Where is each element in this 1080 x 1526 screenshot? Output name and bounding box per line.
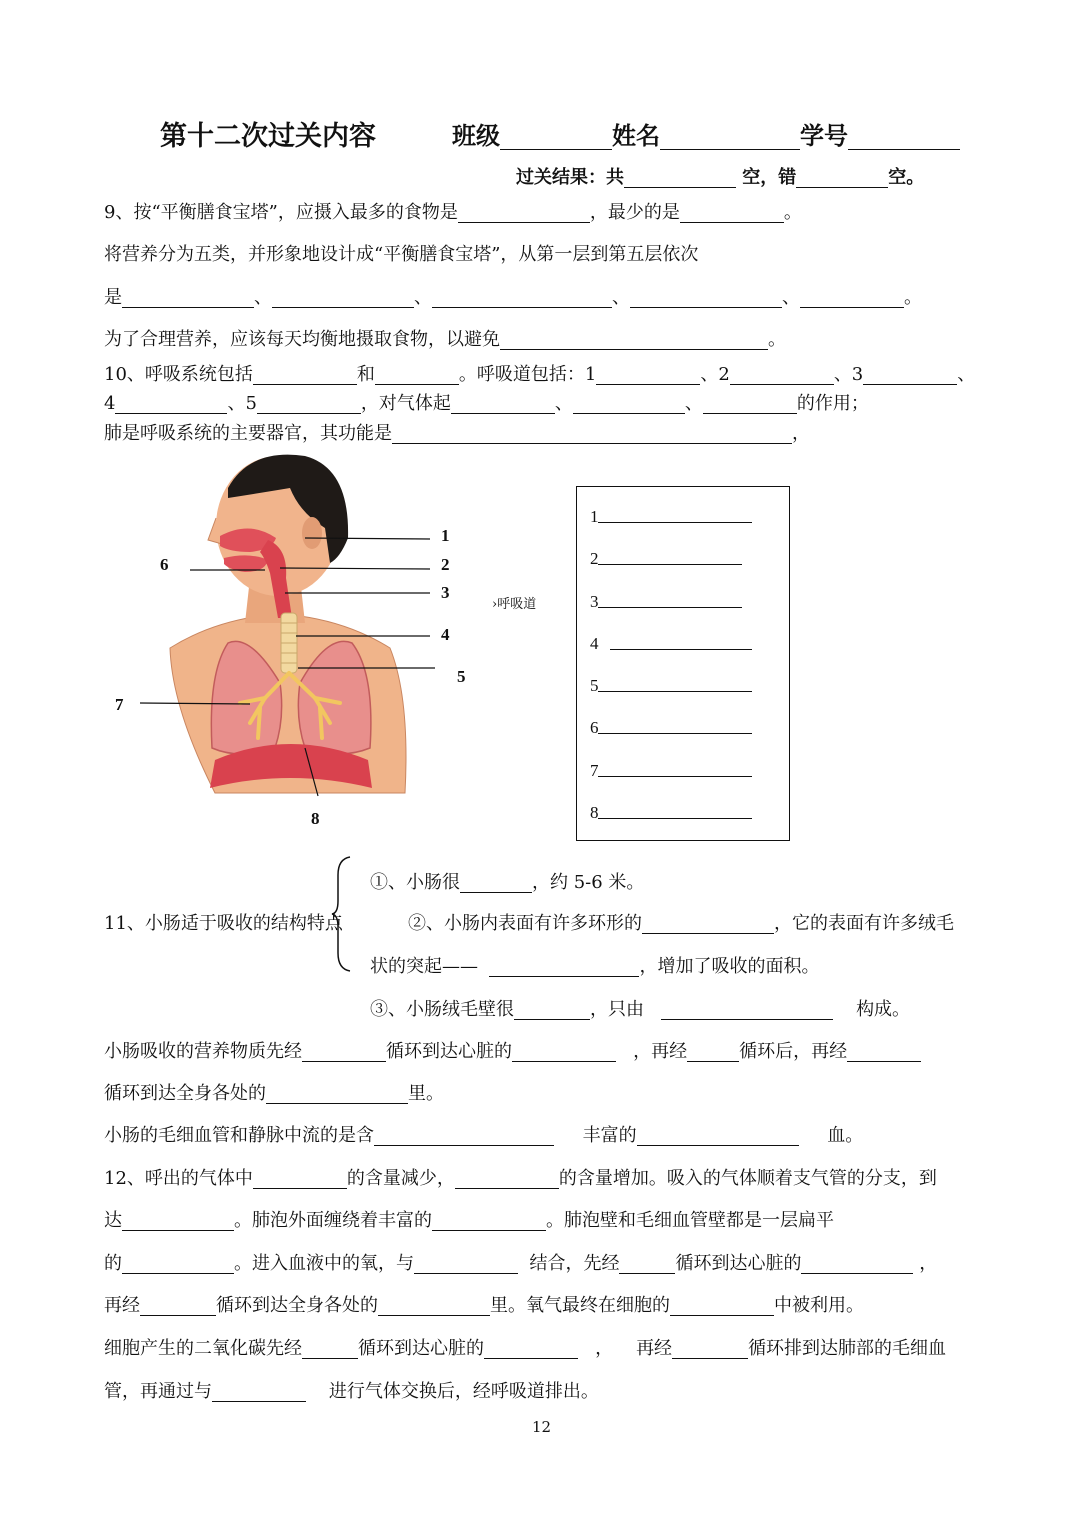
q11-para2 [104, 1079, 444, 1105]
box-answer-3[interactable] [598, 607, 742, 608]
respiratory-system-figure [100, 448, 480, 838]
fig-label-7: 7 [115, 695, 124, 714]
q11-circ1-blank[interactable] [302, 1042, 386, 1062]
text: 、 [554, 393, 573, 414]
box-num: 2 [590, 549, 599, 568]
text: ， [595, 1338, 614, 1359]
airway-bracket-label [492, 593, 536, 612]
q10-func1-blank[interactable] [451, 394, 555, 414]
result-total-blank[interactable] [624, 168, 736, 188]
q12-dest-blank[interactable] [378, 1296, 490, 1316]
text: 循环到达心脏的 [675, 1253, 802, 1274]
q10-airway4-blank[interactable] [115, 394, 227, 414]
text: 丰富的 [582, 1125, 637, 1146]
answer-box [576, 486, 790, 841]
text: ②、小肠内表面有许多环形的 [408, 913, 642, 934]
box-answer-1[interactable] [598, 522, 752, 523]
q12-increase-blank[interactable] [455, 1169, 559, 1189]
box-num: 8 [590, 803, 599, 822]
fig-label-4: 4 [441, 625, 450, 644]
q9-layer1-blank[interactable] [122, 288, 254, 308]
text: ，最少的是 [589, 202, 680, 223]
text: 、 [782, 287, 800, 308]
text: 的含量增加。吸入的气体顺着支气管的分支，到 [558, 1168, 937, 1189]
q11-para1 [104, 1037, 921, 1063]
text: 、 [957, 364, 976, 385]
q9-blank-most[interactable] [458, 203, 590, 223]
text: 的 [104, 1253, 122, 1274]
q12-co2-chamber-blank[interactable] [484, 1339, 578, 1359]
text: 里。氧气最终在细胞的 [490, 1295, 670, 1316]
q12-organelle-blank[interactable] [670, 1296, 774, 1316]
result-line [516, 163, 924, 189]
text: 。呼吸道包括：1 [458, 364, 597, 385]
chevron-right-icon: › [492, 597, 498, 612]
box-answer-8[interactable] [598, 818, 752, 819]
q12-line5 [104, 1334, 946, 1360]
box-answer-4[interactable] [610, 649, 752, 650]
text: 。 [904, 287, 922, 308]
q12-co2-circ2-blank[interactable] [672, 1339, 748, 1359]
box-num: 1 [590, 507, 599, 526]
q11-villi-blank[interactable] [489, 957, 639, 977]
box-answer-2[interactable] [598, 564, 742, 565]
q12-line1 [104, 1164, 937, 1190]
q10-airway1-blank[interactable] [596, 365, 700, 385]
id-label: 学号 [800, 121, 848, 150]
text: 结合，先经 [529, 1253, 620, 1274]
q11-circ2-blank[interactable] [687, 1042, 739, 1062]
q10-line3 [104, 419, 810, 445]
fig-label-6: 6 [160, 555, 169, 574]
text: ①、小肠很 [370, 872, 460, 893]
q10-airway5-blank[interactable] [257, 394, 361, 414]
q12-cell-blank[interactable] [122, 1254, 234, 1274]
box-num: 5 [590, 676, 599, 695]
text: 进行气体交换后，经呼吸道排出。 [328, 1381, 599, 1402]
text: 10、呼吸系统包括 [104, 364, 253, 385]
text: 循环到达心脏的 [358, 1338, 484, 1359]
text: 4 [104, 393, 116, 414]
q12-hemoglobin-blank[interactable] [414, 1254, 518, 1274]
text: 的含量减少， [346, 1168, 455, 1189]
text: 管，再通过与 [104, 1381, 212, 1402]
text: ，约 5-6 米。 [532, 872, 645, 893]
q12-line4 [104, 1291, 864, 1317]
text: 构成。 [856, 999, 911, 1020]
q11-long-blank[interactable] [460, 873, 532, 893]
text: 循环到达全身各处的 [104, 1083, 266, 1104]
class-label: 班级 [452, 121, 500, 150]
q12-alveoli-blank[interactable] [122, 1211, 234, 1231]
text: 。肺泡外面缠绕着丰富的 [234, 1210, 432, 1231]
text: 再经 [104, 1295, 140, 1316]
q11-rich-blank[interactable] [374, 1126, 554, 1146]
q11-cell-layer-blank[interactable] [661, 1000, 833, 1020]
text: 小肠吸收的营养物质先经 [104, 1041, 302, 1062]
q9-layer2-blank[interactable] [272, 288, 414, 308]
q9-avoid-blank[interactable] [500, 330, 768, 350]
text: 血。 [827, 1125, 864, 1146]
text: 、3 [833, 364, 864, 385]
q11-folds-blank[interactable] [642, 914, 774, 934]
text: ，再经 [633, 1041, 688, 1062]
q11-item2-cont [370, 952, 819, 978]
text: 循环后，再经 [739, 1041, 848, 1062]
q9-layer4-blank[interactable] [630, 288, 782, 308]
q11-chamber-blank[interactable] [512, 1042, 616, 1062]
text: 、 [414, 287, 432, 308]
name-label: 姓名 [612, 121, 660, 150]
q11-item1 [370, 868, 644, 894]
q10-func3-blank[interactable] [703, 394, 797, 414]
text: 、 [684, 393, 703, 414]
text: 中被利用。 [774, 1295, 864, 1316]
text: 、 [254, 287, 272, 308]
q10-airway2-blank[interactable] [730, 365, 834, 385]
result-mid: 空，错 [742, 167, 797, 188]
name-blank[interactable] [660, 124, 800, 150]
page-title: 第十二次过关内容 [160, 121, 376, 152]
box-num: 6 [590, 718, 599, 737]
text: 循环排到达肺部的毛细血 [748, 1338, 947, 1359]
q11-item3 [370, 995, 910, 1021]
q12-chamber1-blank[interactable] [801, 1254, 913, 1274]
result-wrong-blank[interactable] [796, 168, 888, 188]
q12-co2-circ1-blank[interactable] [302, 1339, 358, 1359]
q10-func2-blank[interactable] [573, 394, 685, 414]
q12-circ2-blank[interactable] [140, 1296, 216, 1316]
text: 。 [768, 329, 786, 350]
text: 。肺泡壁和毛细血管壁都是一层扁平 [546, 1210, 834, 1231]
text: 、2 [700, 364, 730, 385]
q12-line3 [104, 1249, 937, 1275]
text: 再经 [636, 1338, 673, 1359]
q9-line2: 将营养分为五类，并形象地设计成“平衡膳食宝塔”，从第一层到第五层依次 [104, 244, 699, 265]
fig-label-8: 8 [311, 809, 320, 828]
q9-layer5-blank[interactable] [800, 288, 904, 308]
q12-capillary-blank[interactable] [432, 1211, 546, 1231]
text: ， [919, 1253, 938, 1274]
q9-layer3-blank[interactable] [432, 288, 612, 308]
box-answer-5[interactable] [598, 691, 752, 692]
q10-airway3-blank[interactable] [863, 365, 957, 385]
text: ，它的表面有许多绒毛 [774, 913, 954, 934]
class-field [452, 116, 960, 151]
text: 、5 [227, 393, 257, 414]
fig-label-3: 3 [441, 583, 450, 602]
text: 为了合理营养，应该每天均衡地摄取食物，以避免 [104, 329, 500, 350]
q12-decrease-blank[interactable] [253, 1169, 347, 1189]
text: ， [792, 423, 810, 444]
q10-line1 [104, 360, 975, 386]
q11-blood-type-blank[interactable] [637, 1126, 799, 1146]
text: 。 [783, 202, 802, 223]
box-num: 4 [590, 634, 599, 653]
box-num: 7 [590, 761, 599, 780]
id-blank[interactable] [848, 124, 960, 150]
text: 状的突起—— [370, 956, 478, 977]
text: 达 [104, 1210, 122, 1231]
q11-circ3-blank[interactable] [847, 1042, 921, 1062]
q12-line6 [104, 1377, 599, 1403]
class-blank[interactable] [500, 124, 612, 150]
text: 小肠的毛细血管和静脉中流的是含 [104, 1125, 374, 1146]
text: ，只由 [590, 999, 644, 1020]
text: 肺是呼吸系统的主要器官，其功能是 [104, 423, 392, 444]
q11-thin-blank[interactable] [514, 1000, 590, 1020]
q11-stem: 11、小肠适于吸收的结构特点 [104, 913, 343, 934]
q10-line2 [104, 389, 869, 415]
q10-blank-a[interactable] [253, 365, 357, 385]
q11-item2 [408, 909, 954, 935]
text: 的作用； [796, 393, 869, 414]
text: 、 [612, 287, 630, 308]
ear [302, 517, 322, 549]
fig-label-5: 5 [457, 667, 466, 686]
q12-line2 [104, 1206, 834, 1232]
page-number: 12 [532, 1418, 552, 1436]
box-answer-6[interactable] [598, 733, 752, 734]
text: 。进入血液中的氧，与 [234, 1253, 414, 1274]
text: ，对气体起 [360, 393, 451, 414]
q12-exchange-blank[interactable] [212, 1382, 306, 1402]
result-prefix: 过关结果：共 [516, 167, 624, 188]
text: 是 [104, 287, 122, 308]
q12-circ1-blank[interactable] [619, 1254, 675, 1274]
text: 细胞产生的二氧化碳先经 [104, 1338, 302, 1359]
q9-line1 [104, 198, 802, 224]
text: ，增加了吸收的面积。 [639, 956, 820, 977]
text: 循环到达全身各处的 [216, 1295, 378, 1316]
q9-line3 [104, 283, 922, 309]
text: 12、呼出的气体中 [104, 1168, 253, 1189]
q9-line4 [104, 325, 786, 351]
text: ③、小肠绒毛壁很 [370, 999, 514, 1020]
q11-dest-blank[interactable] [266, 1084, 408, 1104]
q11-para3 [104, 1121, 863, 1147]
text: 9、按“平衡膳食宝塔”，应摄入最多的食物是 [104, 202, 458, 223]
text: 和 [356, 364, 375, 385]
text: 里。 [408, 1083, 444, 1104]
box-num: 3 [590, 592, 599, 611]
fig-label-1: 1 [441, 526, 450, 545]
box-answer-7[interactable] [598, 776, 752, 777]
text: 呼吸道 [497, 597, 537, 612]
q10-blank-b[interactable] [375, 365, 459, 385]
q10-lung-function-blank[interactable] [392, 424, 792, 444]
q9-blank-least[interactable] [680, 203, 784, 223]
text: 循环到达心脏的 [386, 1041, 512, 1062]
result-suffix: 空。 [888, 167, 925, 188]
fig-label-2: 2 [441, 555, 450, 574]
